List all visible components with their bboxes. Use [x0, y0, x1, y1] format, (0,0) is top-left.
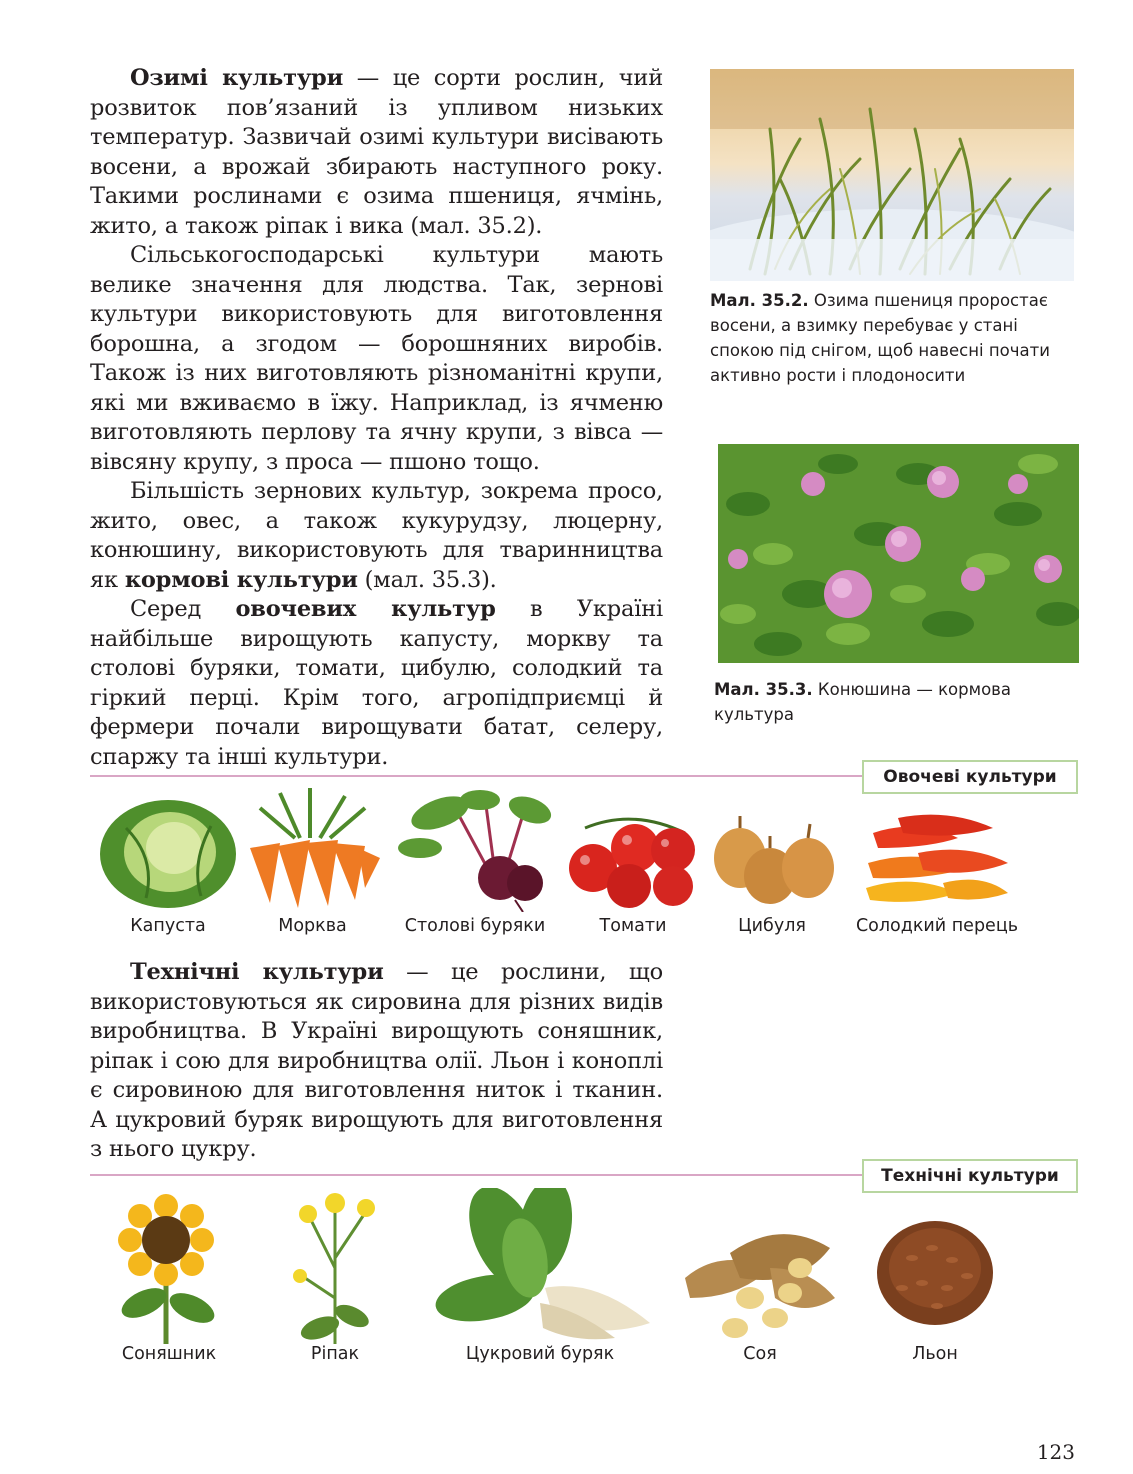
vegetable-section-line [90, 775, 862, 777]
term-feed-crops: кормові культури [124, 566, 358, 593]
term-vegetable-crops: овочевих культур [235, 596, 496, 622]
term-winter-crops: Озимі культури [130, 65, 344, 91]
vegetable-carrot [240, 788, 385, 948]
technical-sugar-beet [425, 1188, 655, 1378]
technical-sunflower [104, 1188, 234, 1378]
sunflower-icon [104, 1188, 234, 1346]
sunflower-label: Соняшник [121, 1344, 217, 1364]
caption-fig-35-2-text: Озима пшениця проростає восени, а взимку перебуває у стані спокою під снігом, щоб навесні почати активно рости і плодоносити [710, 291, 1050, 385]
technical-flax [872, 1188, 998, 1378]
veg-crops-text-before: Серед [130, 596, 236, 622]
caption-fig-35-2-label: Мал. 35.2. [710, 291, 809, 310]
caption-fig-35-3-text: Конюшина — кормова культура [714, 680, 1011, 724]
paragraph-feed-crops [90, 477, 663, 595]
caption-fig-35-3 [714, 677, 1076, 727]
main-text-technical [90, 958, 663, 1165]
technical-crops-text: — це рослини, що використовуються як сировина для різних видів виробництва. В Україні вирощують соняшник, ріпак і сою для виробництва олії. Льон і коноплі є сировиною для виготовлення ниток і тканин. А цукровий буряк вирощують для виготовлення з нього цукру. [90, 959, 663, 1162]
paragraph-agri-crops: Сільськогосподарські культури мають велике значення для людства. Так, зернові культури використовують для виготовлення борошна, а згодом — борошняних виробів. Також із них виготовляють різноманітні крупи, які ми вживаємо в їжу. Наприклад, із ячменю виготовляють перлову та ячну крупи, з вівса — вівсяну крупу, з проса — пшоно тощо. [90, 242, 663, 475]
paragraph-vegetable-crops [90, 595, 663, 772]
tomato-icon [565, 788, 701, 912]
winter-crops-text: — це сорти рослин, чий розвиток пов’язаний із упливом низьких температур. Зазвичай озимі культури висівають восени, а врожай збирають наступного року. Такими рослинами є озима пшениця, ячмінь, жито, а також ріпак і вика (мал. 35.2). [90, 65, 664, 239]
rapeseed-label: Ріпак [310, 1344, 360, 1364]
caption-fig-35-2 [710, 288, 1072, 388]
cabbage-icon [96, 788, 240, 912]
carrot-label: Морква [278, 916, 347, 936]
technical-soy [680, 1188, 840, 1378]
beet-icon [395, 788, 555, 912]
vegetable-onion [708, 788, 836, 948]
rapeseed-icon [280, 1188, 390, 1346]
main-text-top [90, 64, 663, 772]
technical-section-title: Технічні культури [862, 1159, 1078, 1193]
vegetable-tomato [565, 788, 701, 948]
term-technical-crops: Технічні культури [130, 959, 384, 985]
clover-photo [718, 444, 1079, 663]
pepper-icon [858, 788, 1016, 912]
onion-label: Цибуля [738, 916, 806, 936]
feed-crops-text-before: Більшість зернових культур, зокрема просо, жито, овес, а також кукурудзу, люцерну, конюшину, використовують для тваринництва як [90, 478, 663, 593]
soy-icon [680, 1188, 840, 1346]
paragraph-technical-crops [90, 958, 663, 1165]
cabbage-label: Капуста [130, 916, 206, 936]
paragraph-winter-crops [90, 64, 663, 241]
flax-icon [872, 1188, 998, 1346]
flax-label: Льон [912, 1344, 958, 1364]
caption-fig-35-3-label: Мал. 35.3. [714, 680, 813, 699]
snow-wheat-photo [710, 69, 1074, 281]
soy-label: Соя [743, 1344, 777, 1364]
tomato-label: Томати [599, 916, 667, 936]
sugar-beet-label: Цукровий буряк [465, 1344, 615, 1364]
beet-label: Столові буряки [404, 916, 546, 936]
pepper-label: Солодкий перець [855, 916, 1019, 936]
carrot-icon [240, 788, 385, 912]
vegetable-pepper [855, 788, 1019, 948]
vegetable-cabbage [96, 788, 240, 948]
feed-crops-text-after: (мал. 35.3). [357, 566, 497, 593]
onion-icon [708, 788, 836, 912]
technical-rapeseed [280, 1188, 390, 1378]
technical-section-line [90, 1174, 862, 1176]
sugar-beet-icon [425, 1188, 655, 1346]
page-number: 123 [1036, 1440, 1075, 1464]
veg-crops-text-after: в Україні найбільше вирощують капусту, моркву та столові буряки, томати, цибулю, солодкий та гіркий перці. Крім того, агропідприємці й фермери почали вирощувати батат, селеру, спаржу та інші культури. [90, 596, 663, 770]
vegetable-beet [395, 788, 555, 948]
vegetable-section-title: Овочеві культури [862, 760, 1078, 794]
